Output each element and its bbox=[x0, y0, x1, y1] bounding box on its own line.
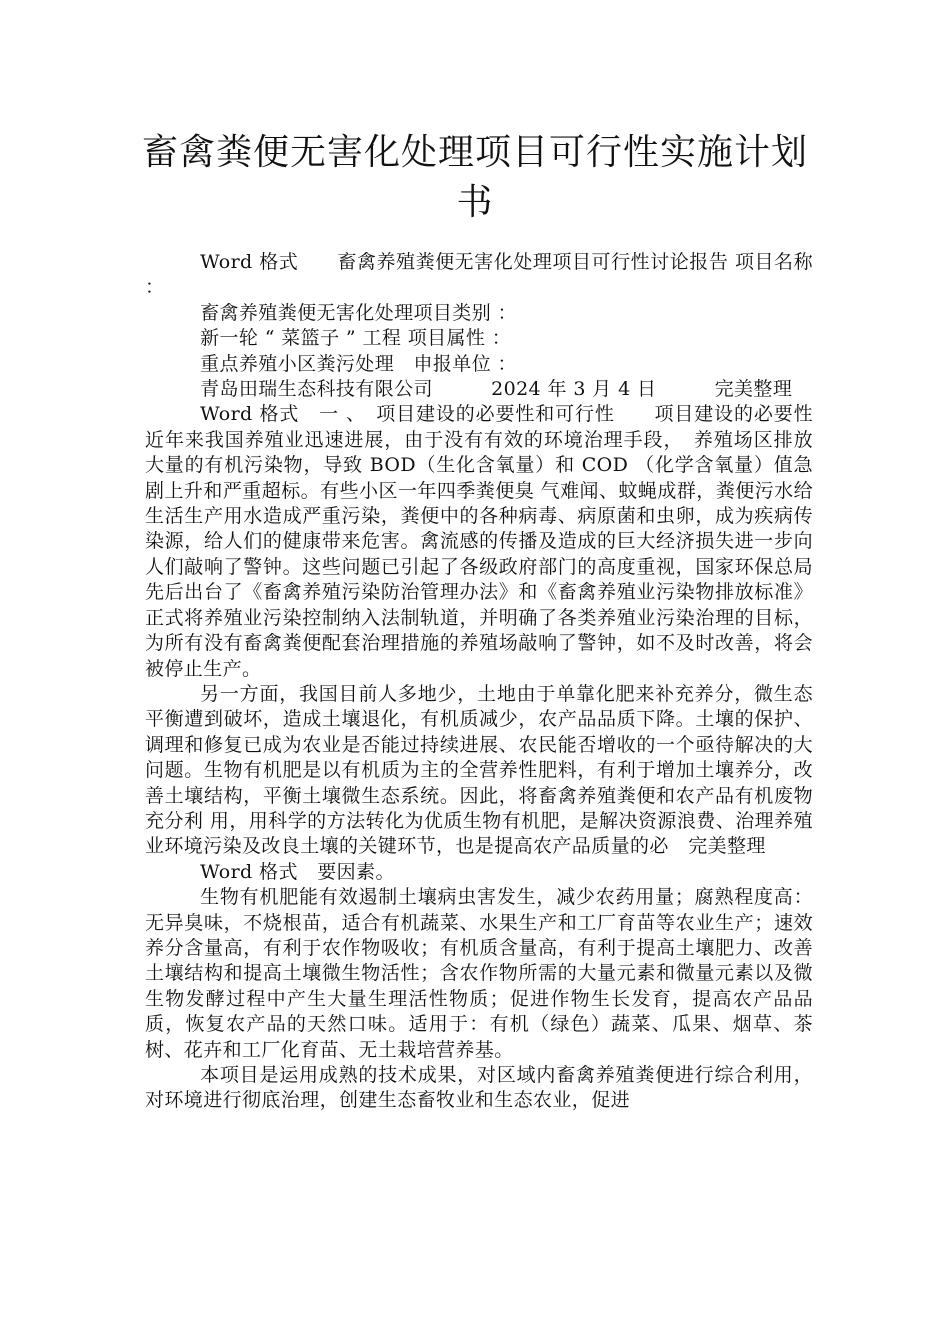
paragraph-factor: Word 格式 要因素。 bbox=[200, 860, 395, 883]
paragraph-project-name: Word 格式 畜禽养殖粪便无害化处理项目可行性讨论报告 项目名称 ： bbox=[145, 251, 813, 299]
document-title: 畜禽粪便无害化处理项目可行性实施计划书 bbox=[141, 132, 808, 223]
paragraph-soil: 另一方面，我国目前人多地少，土地由于单靠化肥来补充养分，微生态平衡遭到破坏，造成土壤退化，有机质减少，农产品品质下降。土壤的保护、调理和修复已成为农业是否能过持续进展、农民能否增收的一个亟待解决的大问题。生物有机肥是以有机质为主的全营养性肥料，有利于增加土壤养分，改善土壤结构，平衡土壤微生态系统。因此，将畜禽养殖粪便和农产品有机废物充分利 用，用科学的方法转化为优质生物有机肥，是解决资源浪费、治理养殖业环境污染及改良土壤的关键环节，也是提高农产品质量的必 完美整理 bbox=[145, 682, 813, 858]
paragraph-fertilizer-benefits: 生物有机肥能有效遏制土壤病虫害发生，减少农药用量；腐熟程度高：无异臭味，不烧根苗，适合有机蔬菜、水果生产和工厂育苗等农业生产；速效养分含量高，有利于农作物吸收；有机质含量高，有利于提高土壤肥力、改善土壤结构和提高土壤微生物活性；含农作物所需的大量元素和微量元素以及微生物发酵过程中产生大量生理活性物质；促进作物生长发育，提高农产品品质，恢复农产品的天然口味。适用于：有机（绿色）蔬菜、瓜果、烟草、茶树、花卉和工厂化育苗、无土栽培营养基。 bbox=[145, 886, 813, 1061]
paragraph-applicant: 重点养殖小区粪污处理 申报单位 ： bbox=[200, 352, 517, 375]
paragraph-project-summary: 本项目是运用成熟的技术成果，对区域内畜禽养殖粪便进行综合利用，对环境进行彻底治理，创建生态畜牧业和生态农业，促进 bbox=[145, 1064, 813, 1112]
document-body bbox=[145, 250, 833, 1114]
paragraph-company-date: 青岛田瑞生态科技有限公司 2024 年 3 月 4 日 完美整理 bbox=[200, 378, 793, 401]
paragraph-project-category: 畜禽养殖粪便无害化处理项目类别 ： bbox=[200, 301, 517, 324]
paragraph-project-attribute: 新一轮 “ 菜篮子 ” 工程 项目属性 ： bbox=[200, 327, 512, 350]
paragraph-necessity: Word 格式 一 、 项目建设的必要性和可行性 项目建设的必要性 近年来我国养殖业迅速进展，由于没有有效的环境治理手段， 养殖场区排放大量的有机污染物，导致 BOD（生化含氧量）和 COD （化学含氧量）值急剧上升和严重超标。有些小区一年四季粪便臭 气难闻、蚊蝇成群，粪便污水给生活生产用水造成严重污染，粪便中的各种病毒、病原菌和虫卵，成为疾病传染源，给人们的健康带来危害。禽流感的传播及造成的巨大经济损失进一步向人们敲响了警钟。这些问题已引起了各级政府部门的高度重视，国家环保总局先后出台了《畜禽养殖污染防治管理办法》和《畜禽养殖业污染物排放标准》正式将养殖业污染控制纳入法制轨道，并明确了各类养殖业污染治理的目标，为所有没有畜禽粪便配套治理措施的养殖场敲响了警钟，如不及时改善，将会被停止生产。 bbox=[145, 403, 833, 680]
